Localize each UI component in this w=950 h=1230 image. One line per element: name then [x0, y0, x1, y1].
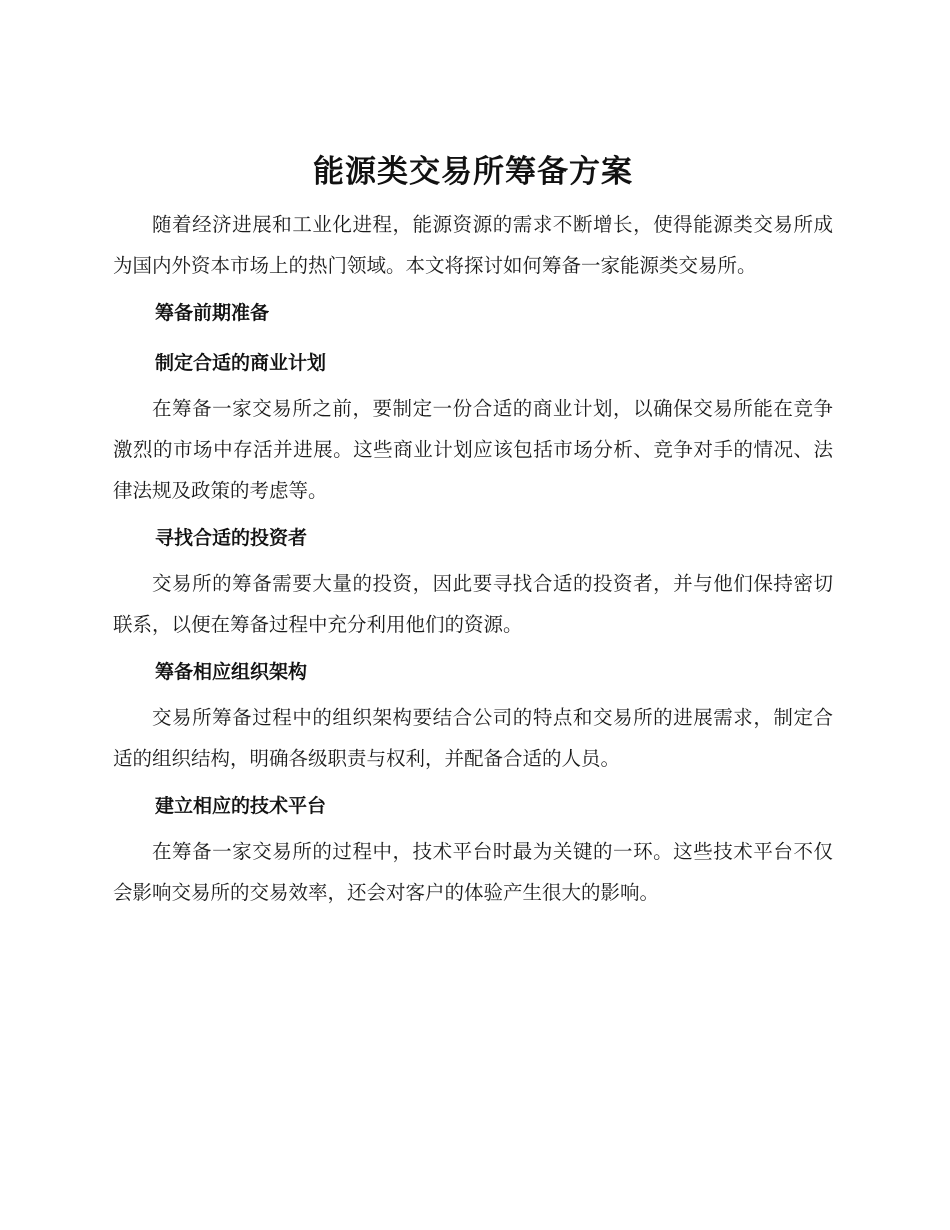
document-content	[113, 150, 833, 913]
subsection-body-business-plan: 在筹备一家交易所之前，要制定一份合适的商业计划，以确保交易所能在竞争激烈的市场中存活并进展。这些商业计划应该包括市场分析、竞争对手的情况、法律法规及政策的考虑等。	[113, 397, 833, 502]
intro-paragraph: 随着经济进展和工业化进程，能源资源的需求不断增长，使得能源类交易所成为国内外资本市场上的热门领域。本文将探讨如何筹备一家能源类交易所。	[113, 213, 833, 277]
subsection-heading-organization: 筹备相应组织架构	[155, 661, 308, 683]
section-heading: 筹备前期准备	[155, 302, 270, 324]
subsection-body-tech-platform: 在筹备一家交易所的过程中，技术平台时最为关键的一环。这些技术平台不仅会影响交易所的交易效率，还会对客户的体验产生很大的影响。	[113, 840, 833, 904]
document-title: 能源类交易所筹备方案	[313, 154, 633, 190]
subsection-heading-business-plan: 制定合适的商业计划	[155, 352, 327, 374]
subsection-heading-investors: 寻找合适的投资者	[155, 527, 308, 549]
subsection-heading-tech-platform: 建立相应的技术平台	[155, 795, 327, 817]
subsection-body-organization: 交易所筹备过程中的组织架构要结合公司的特点和交易所的进展需求，制定合适的组织结构，明确各级职责与权利，并配备合适的人员。	[113, 706, 833, 770]
subsection-body-investors: 交易所的筹备需要大量的投资，因此要寻找合适的投资者，并与他们保持密切联系，以便在筹备过程中充分利用他们的资源。	[113, 572, 833, 636]
